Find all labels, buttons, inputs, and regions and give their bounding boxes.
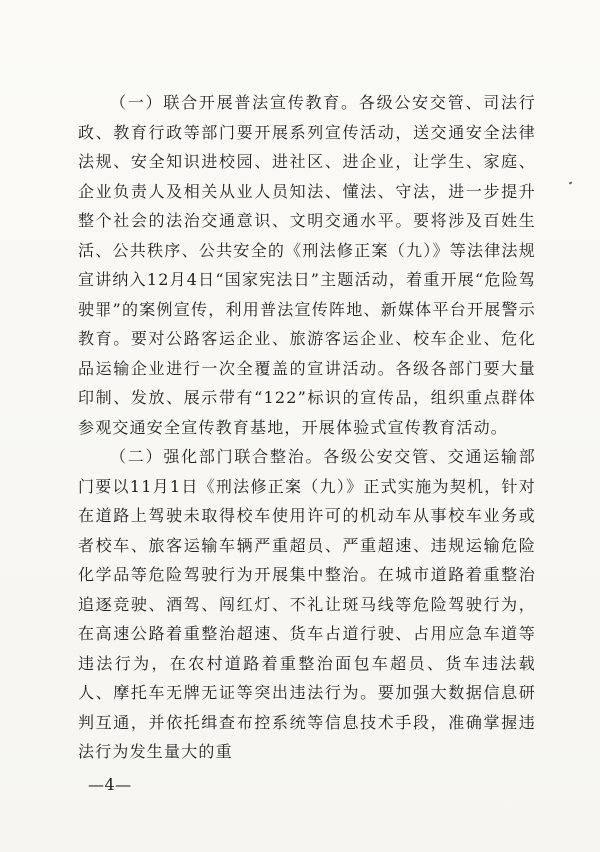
paragraph-joint-rectification: （二）强化部门联合整治。各级公安交管、交通运输部门要以11月1日《刑法修正案（九）》正式实施为契机，针对在道路上驾驶未取得校车使用许可的机动车从事校车业务或者校车、旅客运输车辆严重超员、严重超速、违规运输危险化学品等危险驾驶行为开展集中整治。在城市道路着重整治追逐竞驶、酒驾、闯红灯、不礼让斑马线等危险驾驶行为，在高速公路着重整治超速、货车占道行驶、占用应急车道等违法行为，在农村道路着重整治面包车超员、货车违法载人、摩托车无牌无证等突出违法行为。要加强大数据信息研判互通，并依托缉查布控系统等信息技术手段，准确掌握违法行为发生量大的重 — [78, 447, 536, 761]
document-body — [78, 88, 536, 767]
scan-speck — [569, 181, 573, 184]
page-number: —4— — [88, 775, 132, 794]
paragraph-publicity-education: （一）联合开展普法宣传教育。各级公安交管、司法行政、教育行政等部门要开展系列宣传活动，送交通安全法律法规、安全知识进校园、进社区、进企业，让学生、家庭、企业负责人及相关从业人员知法、懂法、守法，进一步提升整个社会的法治交通意识、文明交通水平。要将涉及百姓生活、公共秩序、公共安全的《刑法修正案（九）》等法律法规宣讲纳入12月4日“国家宪法日”主题活动，着重开展“危险驾驶罪”的案例宣传，利用普法宣传阵地、新媒体平台开展警示教育。要对公路客运企业、旅游客运企业、校车企业、危化品运输企业进行一次全覆盖的宣讲活动。各级各部门要大量印制、发放、展示带有“122”标识的宣传品，组织重点群体参观交通安全宣传教育基地，开展体验式宣传教育活动。 — [78, 93, 536, 437]
